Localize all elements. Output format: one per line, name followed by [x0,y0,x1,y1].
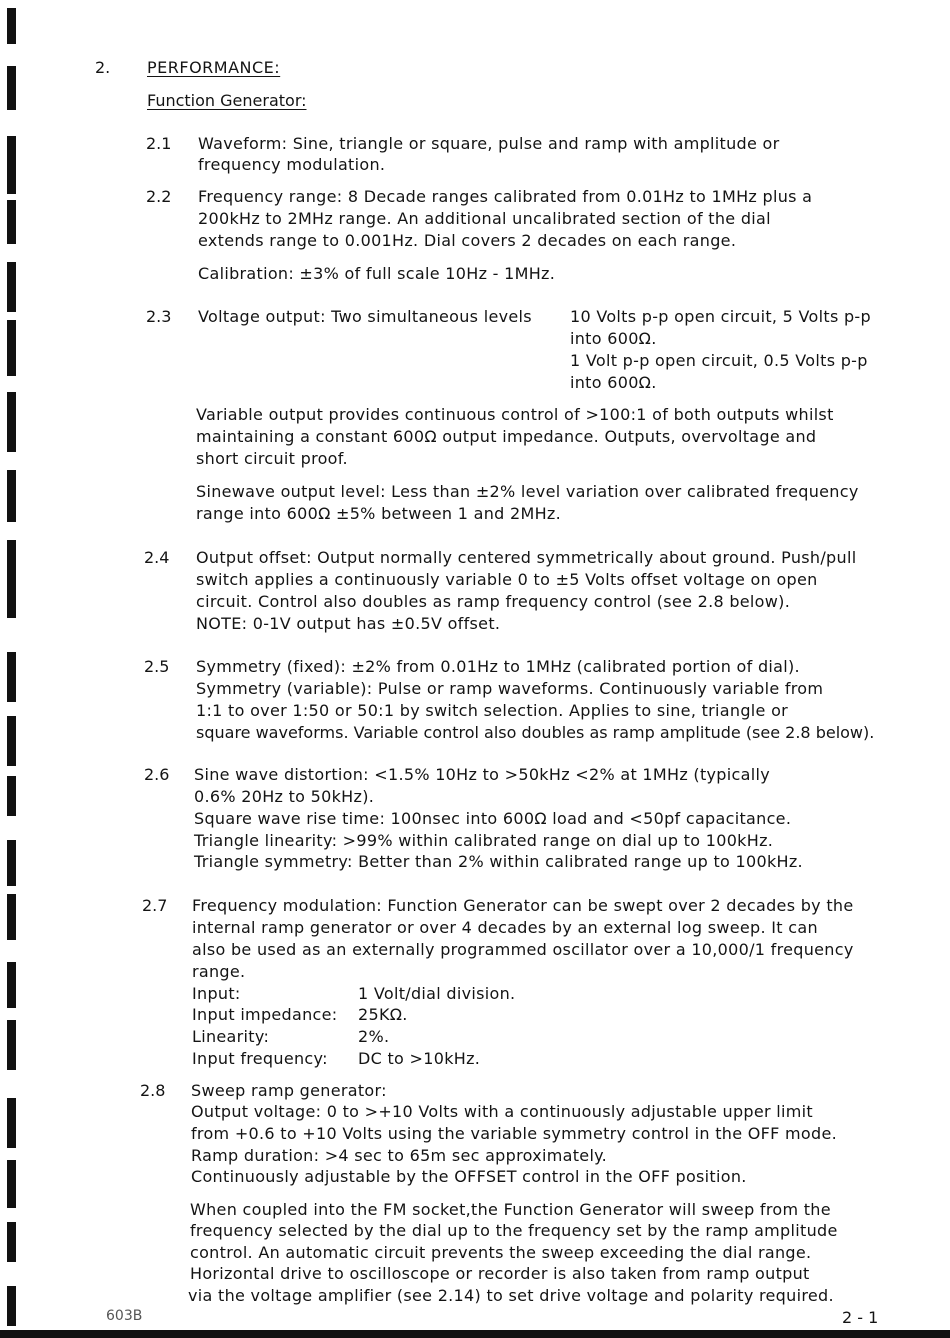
text-line: short circuit proof. [196,449,348,468]
text-line: also be used as an externally programmed oscillator over a 10,000/1 frequency [192,940,854,959]
text-line: Square wave rise time: 100nsec into 600Ω load and <50pf capacitance. [194,809,792,828]
item-number: 2.2 [146,187,172,206]
text-line: Triangle symmetry: Better than 2% within calibrated range up to 100kHz. [194,852,803,871]
text-line: Triangle linearity: >99% within calibrated range on dial up to 100kHz. [194,831,774,850]
text-line: 10 Volts p-p open circuit, 5 Volts p-p [570,307,871,326]
text-line: Voltage output: Two simultaneous levels [198,307,532,326]
text-line: Horizontal drive to oscilloscope or recorder is also taken from ramp output [190,1264,810,1283]
item-number: 2.1 [146,134,172,153]
text-line: Frequency range: 8 Decade ranges calibrated from 0.01Hz to 1MHz plus a [198,187,813,206]
text-line: Ramp duration: >4 sec to 65m sec approximately. [191,1146,608,1165]
text-line: range. [192,962,246,981]
spec-key: Linearity: [192,1027,270,1046]
text-line: Variable output provides continuous control of >100:1 of both outputs whilst [196,405,834,424]
spec-key: Input impedance: [192,1005,338,1024]
text-line: maintaining a constant 600Ω output impedance. Outputs, overvoltage and [196,427,817,446]
text-line: into 600Ω. [570,373,657,392]
text-line: Symmetry (fixed): ±2% from 0.01Hz to 1MHz (calibrated portion of dial). [196,657,800,676]
text-line: switch applies a continuously variable 0 to ±5 Volts offset voltage on open [196,570,818,589]
text-line: from +0.6 to +10 Volts using the variable symmetry control in the OFF mode. [191,1124,838,1143]
text-line: control. An automatic circuit prevents the sweep exceeding the dial range. [190,1243,812,1262]
spec-value: DC to >10kHz. [358,1049,481,1068]
document-code: 603B [106,1308,143,1324]
text-line: Sweep ramp generator: [191,1081,387,1100]
text-line: square waveforms. Variable control also doubles as ramp amplitude (see 2.8 below). [196,723,875,742]
text-line: 0.6% 20Hz to 50kHz). [194,787,375,806]
text-line: Output offset: Output normally centered symmetrically about ground. Push/pull [196,548,857,567]
item-number: 2.7 [142,896,168,915]
binding-edge [0,0,22,1338]
text-line: Calibration: ±3% of full scale 10Hz - 1MHz. [198,264,556,283]
item-number: 2.8 [140,1081,166,1100]
spec-value: 2%. [358,1027,390,1046]
item-number: 2.5 [144,657,170,676]
text-line: circuit. Control also doubles as ramp frequency control (see 2.8 below). [196,592,791,611]
text-line: frequency selected by the dial up to the frequency set by the ramp amplitude [190,1221,838,1240]
text-line: internal ramp generator or over 4 decades by an external log sweep. It can [192,918,818,937]
section-number: 2. [95,58,111,77]
text-line: When coupled into the FM socket,the Function Generator will sweep from the [190,1200,831,1219]
text-line: 1 Volt p-p open circuit, 0.5 Volts p-p [570,351,868,370]
text-line: Continuously adjustable by the OFFSET control in the OFF position. [191,1167,747,1186]
text-line: Output voltage: 0 to >+10 Volts with a continuously adjustable upper limit [191,1102,813,1121]
text-line: Sinewave output level: Less than ±2% level variation over calibrated frequency [196,482,859,501]
text-line: Symmetry (variable): Pulse or ramp waveforms. Continuously variable from [196,679,824,698]
text-line: 200kHz to 2MHz range. An additional uncalibrated section of the dial [198,209,771,228]
text-line: Sine wave distortion: <1.5% 10Hz to >50kHz <2% at 1MHz (typically [194,765,770,784]
text-line: into 600Ω. [570,329,657,348]
spec-value: 25KΩ. [358,1005,408,1024]
item-number: 2.3 [146,307,172,326]
section-subtitle: Function Generator: [147,91,307,110]
page-number: 2 - 1 [842,1308,879,1327]
section-title: PERFORMANCE: [147,58,281,77]
text-line: extends range to 0.001Hz. Dial covers 2 decades on each range. [198,231,737,250]
spec-key: Input: [192,984,241,1003]
text-line: Frequency modulation: Function Generator can be swept over 2 decades by the [192,896,854,915]
spec-key: Input frequency: [192,1049,328,1068]
text-line: frequency modulation. [198,155,386,174]
text-line: via the voltage amplifier (see 2.14) to set drive voltage and polarity required. [188,1286,834,1305]
item-number: 2.4 [144,548,170,567]
spec-value: 1 Volt/dial division. [358,984,516,1003]
text-line: 1:1 to over 1:50 or 50:1 by switch selection. Applies to sine, triangle or [196,701,789,720]
text-line: Waveform: Sine, triangle or square, pulse and ramp with amplitude or [198,134,780,153]
item-number: 2.6 [144,765,170,784]
scan-bottom-edge [0,1330,950,1338]
text-line: range into 600Ω ±5% between 1 and 2MHz. [196,504,561,523]
text-line: NOTE: 0-1V output has ±0.5V offset. [196,614,501,633]
